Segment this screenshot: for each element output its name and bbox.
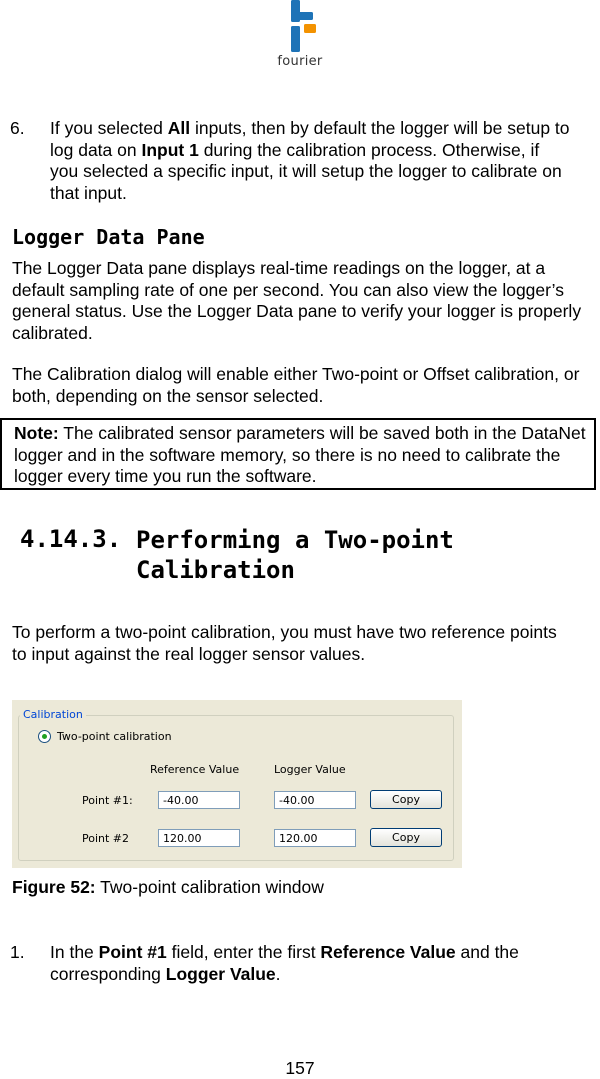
point-2-reference-input[interactable]: 120.00 [158, 829, 240, 847]
fourier-logo-icon [283, 0, 317, 52]
logger-pane-paragraph-1: The Logger Data pane displays real-time readings on the logger, at a default sampling rate of one per second. You can also view the logger’s general status. Use the Logger Data pane to verify your logger is properly calibrated. [12, 258, 582, 343]
logger-pane-paragraph-2: The Calibration dialog will enable either Two-point or Offset calibration, or both, depending on the sensor selected. [12, 364, 580, 406]
point-2-label: Point #2 [82, 832, 130, 845]
list-number: 6. [10, 118, 25, 138]
calibration-group-label: Calibration [20, 708, 86, 721]
point-2-logger-input[interactable]: 120.00 [274, 829, 356, 847]
radio-selected-icon [38, 730, 51, 743]
section-title: Performing a Two-point Calibration [136, 526, 454, 584]
list-number: 1. [10, 942, 25, 962]
logger-pane-heading: Logger Data Pane [12, 225, 205, 249]
figure-label: Figure 52: [12, 877, 96, 897]
calibration-dialog [12, 700, 462, 868]
list-text: In the Point #1 field, enter the first Reference Value and the corresponding Logger Value. [50, 942, 519, 984]
two-point-radio-label: Two-point calibration [57, 729, 172, 743]
section-intro: To perform a two-point calibration, you must have two reference points to input against the real logger sensor values. [12, 622, 557, 664]
note-label: Note: [14, 423, 59, 443]
point-1-copy-button[interactable]: Copy [370, 790, 442, 809]
point-1-logger-input[interactable]: -40.00 [274, 791, 356, 809]
figure-caption: Figure 52: Two-point calibration window [12, 877, 324, 897]
two-point-radio[interactable] [38, 729, 172, 743]
logger-value-header: Logger Value [274, 763, 346, 776]
section-number: 4.14.3. [20, 525, 122, 553]
list-text: If you selected All inputs, then by default the logger will be setup to log data on Input 1 during the calibration process. Otherwise, if you selected a specific input, it will setup the logger to calibrate on that input. [50, 118, 570, 203]
page-number: 157 [285, 1058, 315, 1078]
note-box [0, 418, 596, 490]
reference-value-header: Reference Value [150, 763, 240, 776]
point-2-copy-button[interactable]: Copy [370, 828, 442, 847]
point-1-label: Point #1: [82, 794, 133, 807]
fourier-logo [268, 0, 332, 82]
point-1-reference-input[interactable]: -40.00 [158, 791, 240, 809]
note-text: The calibrated sensor parameters will be saved both in the DataNet logger and in the software memory, so there is no need to calibrate the logger every time you run the software. [14, 423, 586, 486]
logo-wordmark: fourier [277, 54, 323, 69]
